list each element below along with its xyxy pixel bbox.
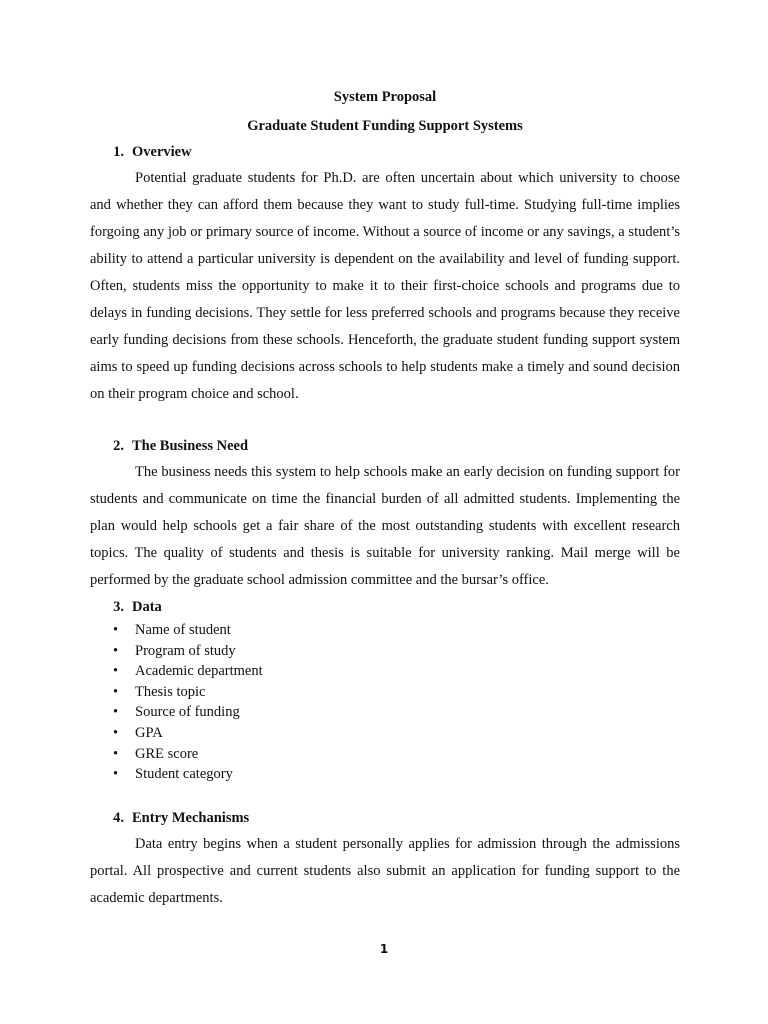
section-number: 4.: [113, 809, 124, 826]
bullet-icon: •: [113, 622, 119, 638]
business-need-paragraph: The business needs this system to help schools make an early decision on funding support for students and communicate on time the financial burden of all admitted students. Implementing the plan would help schools get a fair share of the most outstanding students with excellent research topics. The quality of students and thesis is suitable for university ranking. Mail merge will be performed by the graduate school admission committee and the bursar’s office.: [90, 464, 680, 588]
section-heading-business-need: [90, 433, 680, 459]
bullet-icon: •: [113, 766, 119, 783]
list-item: • Program of study: [90, 641, 680, 662]
section-title: Data: [132, 599, 162, 615]
bullet-icon: •: [113, 704, 119, 721]
list-item: • GRE score: [90, 744, 680, 765]
list-item: • GPA: [90, 723, 680, 744]
bullet-icon: •: [113, 724, 119, 741]
entry-mechanisms-paragraph: Data entry begins when a student personally applies for admission through the admissions portal. All prospective and current students also submit an application for funding support to the academic departments.: [90, 835, 680, 906]
data-fields-list: [90, 620, 680, 785]
section-number: 1.: [113, 144, 124, 160]
bullet-icon: •: [113, 683, 119, 700]
bullet-icon: •: [113, 663, 119, 680]
list-item: • Academic department: [90, 661, 680, 682]
list-item: • Source of funding: [90, 702, 680, 723]
document-title: System Proposal: [333, 89, 437, 105]
list-item: • Thesis topic: [90, 682, 680, 703]
section-title: The Business Need: [132, 438, 249, 454]
bullet-icon: •: [113, 745, 119, 762]
document-subtitle: Graduate Student Funding Support Systems: [247, 118, 523, 134]
page-number: 1: [379, 942, 389, 956]
section-title: Overview: [132, 144, 192, 160]
list-item: • Name of student: [90, 620, 680, 641]
section-heading-overview: [90, 139, 680, 165]
section-number: 3.: [113, 599, 124, 615]
section-title: Entry Mechanisms: [132, 809, 250, 826]
overview-paragraph: Potential graduate students for Ph.D. are often uncertain about which university to choose and whether they can afford them because they want to study full-time. Studying full-time implies forgoing any job or primary source of income. Without a source of income or any savings, a student’s ability to attend a particular university is dependent on the availability and level of funding support. Often, students miss the opportunity to make it to their first-choice schools and programs due to delays in funding decisions. They settle for less preferred schools and programs because they receive early funding decisions from these schools. Henceforth, the graduate student funding support system aims to speed up funding decisions across schools to help students make a timely and sound decision on their program choice and school.: [90, 170, 680, 402]
bullet-icon: •: [113, 642, 119, 659]
document-page: [90, 84, 680, 912]
section-heading-entry-mechanisms: [90, 805, 680, 831]
section-heading-data: [90, 594, 680, 620]
list-item: • Student category: [90, 764, 680, 785]
section-number: 2.: [113, 438, 124, 454]
